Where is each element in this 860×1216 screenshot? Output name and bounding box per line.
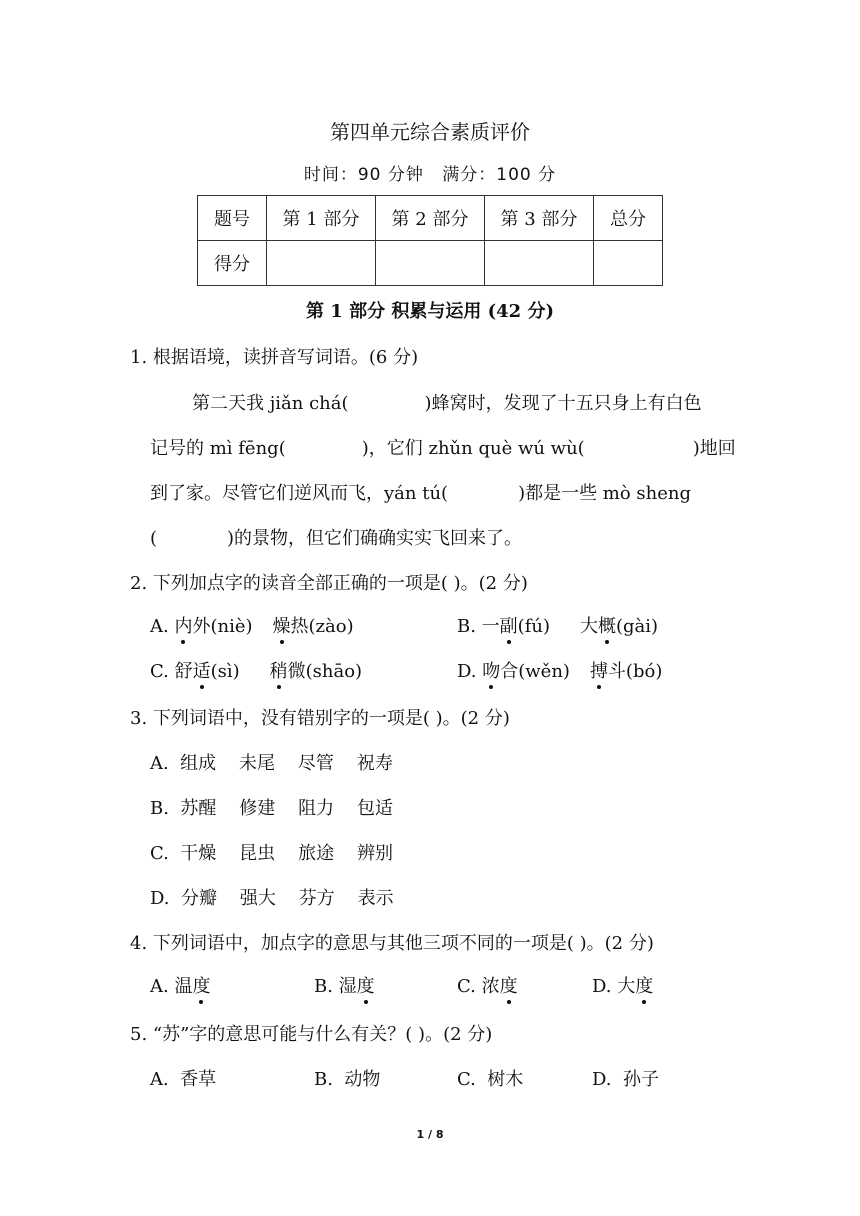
option-text: B. 湿: [314, 976, 357, 997]
dotted-char: 度: [635, 972, 653, 998]
option-c: C. 树木: [457, 1069, 524, 1090]
dotted-char: 内: [174, 612, 192, 638]
question-1-line: [192, 389, 702, 415]
text-segment: )地回: [692, 438, 736, 459]
text-segment: )，它们 zhǔn què wú wù(: [361, 438, 585, 459]
dotted-char: 度: [192, 972, 210, 998]
text-segment: 第二天我 jiǎn chá(: [192, 393, 349, 414]
option-text: A. 温: [150, 976, 193, 997]
text-segment: 记号的 mì fēng(: [150, 438, 286, 459]
question-3-stem: 3. 下列词语中，没有错别字的一项是( )。(2 分): [130, 708, 510, 729]
full-score: 满分：100 分: [442, 165, 557, 185]
option-text: (sì): [210, 661, 240, 682]
option-d: [457, 657, 662, 683]
option-label: D.: [457, 661, 483, 682]
page-number: 1 / 8: [416, 1128, 444, 1141]
score-header-cell: 题号: [198, 196, 267, 241]
dotted-char: 度: [500, 972, 518, 998]
score-cell: [376, 241, 485, 286]
option-c: [457, 972, 518, 998]
option-a: A. 香草: [150, 1069, 217, 1090]
question-1-stem: 1. 根据语境，读拼音写词语。(6 分): [130, 347, 419, 368]
text-segment: )蜂窝时，发现了十五只身上有白色: [424, 393, 702, 414]
option-a: [150, 612, 354, 638]
option-text: 微(shāo): [287, 661, 363, 682]
text-segment: 到了家。尽管它们逆风而飞，yán tú(: [150, 483, 449, 504]
score-table: [197, 195, 663, 286]
score-cell: [267, 241, 376, 286]
exam-meta: [0, 160, 860, 185]
question-1-line: [150, 479, 691, 505]
option-d: D. 孙子: [592, 1069, 659, 1090]
option-text: 外(niè): [192, 616, 253, 637]
option-text: (gài): [615, 616, 659, 637]
score-header-cell: 第 3 部分: [485, 196, 594, 241]
option-text: B. 一: [457, 616, 500, 637]
dotted-char: 吻: [482, 657, 500, 683]
exam-title: 第四单元综合素质评价: [330, 120, 530, 144]
text-segment: (: [150, 528, 158, 549]
score-header-cell: 第 2 部分: [376, 196, 485, 241]
score-header-cell: 第 1 部分: [267, 196, 376, 241]
option-text: C. 浓: [457, 976, 500, 997]
question-5-stem: 5. “苏”字的意思可能与什么有关？( )。(2 分): [130, 1024, 493, 1045]
question-2-stem: 2. 下列加点字的读音全部正确的一项是( )。(2 分): [130, 573, 528, 594]
score-table-header-row: [198, 196, 663, 241]
option-text: C. 舒: [150, 661, 193, 682]
option-d: [592, 972, 653, 998]
option-b: [457, 612, 658, 638]
option-b: [314, 972, 375, 998]
option-text: 大: [579, 616, 598, 637]
dotted-char: 稍: [270, 657, 288, 683]
score-cell: [485, 241, 594, 286]
option-c: [150, 657, 362, 683]
option-label: A.: [150, 616, 175, 637]
option-text: 热(zào): [290, 616, 354, 637]
option-text: 合(wěn): [500, 661, 570, 682]
score-table-score-row: [198, 241, 663, 286]
score-cell: [594, 241, 663, 286]
option-d: D. 分瓣 强大 芬方 表示: [150, 888, 394, 909]
option-a: [150, 972, 210, 998]
text-segment: )的景物，但它们确确实实飞回来了。: [227, 528, 523, 549]
question-1-line: [150, 434, 736, 460]
option-a: A. 组成 未尾 尽管 祝寿: [150, 753, 393, 774]
score-header-cell: 总分: [594, 196, 663, 241]
dotted-char: 燥: [273, 612, 291, 638]
dotted-char: 概: [598, 612, 616, 638]
option-text: D. 大: [592, 976, 636, 997]
question-4-stem: 4. 下列词语中，加点字的意思与其他三项不同的一项是( )。(2 分): [130, 933, 654, 954]
score-row-label: 得分: [198, 241, 267, 286]
option-text: 斗(bó): [607, 661, 663, 682]
time-limit: 时间：90 分钟: [303, 165, 424, 185]
option-b: B. 动物: [314, 1069, 381, 1090]
dotted-char: 适: [193, 657, 211, 683]
option-c: C. 干燥 昆虫 旅途 辨别: [150, 843, 393, 864]
dotted-char: 搏: [590, 657, 608, 683]
option-text: (fú): [517, 616, 550, 637]
question-1-line: [150, 524, 522, 550]
dotted-char: 度: [357, 972, 375, 998]
option-b: B. 苏醒 修建 阻力 包适: [150, 798, 394, 819]
text-segment: )都是一些 mò sheng: [518, 483, 692, 504]
section-heading: 第 1 部分 积累与运用 (42 分): [306, 301, 554, 322]
dotted-char: 副: [500, 612, 518, 638]
